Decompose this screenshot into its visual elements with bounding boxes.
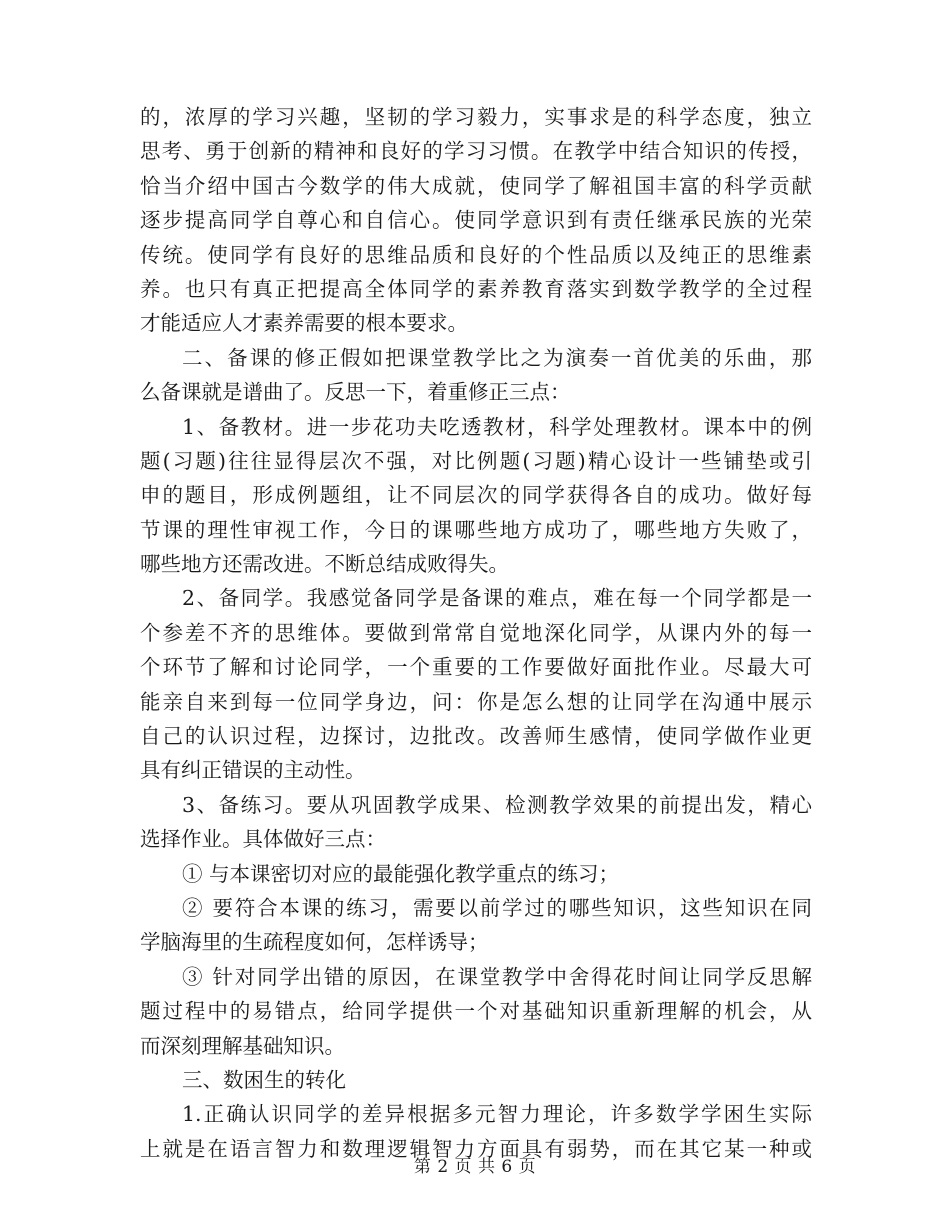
text-line: 具有纠正错误的主动性。: [140, 758, 366, 783]
body-text: [140, 100, 812, 1166]
text-line: 才能适应人才素养需要的根本要求。: [140, 311, 468, 336]
text-line: ③ 针对同学出错的原因，在课堂教学中舍得花时间让同学反思解: [182, 964, 812, 989]
text-line: 的，浓厚的学习兴趣，坚韧的学习毅力，实事求是的科学态度，独立: [140, 105, 812, 129]
text-line: 节课的理性审视工作，今日的课哪些地方成功了，哪些地方失败了，: [140, 517, 812, 542]
page-footer: 第 2 页 共 6 页: [413, 1157, 537, 1177]
text-line: 思考、勇于创新的精神和良好的学习习惯。在教学中结合知识的传授，: [140, 139, 812, 164]
text-line: 1.正确认识同学的差异根据多元智力理论，许多数学学困生实际: [182, 1102, 812, 1127]
text-line: 而深刻理解基础知识。: [140, 1033, 345, 1058]
text-line: ① 与本课密切对应的最能强化教学重点的练习；: [182, 861, 620, 886]
text-line: 三、数困生的转化: [182, 1067, 346, 1092]
text-line: 2、备同学。我感觉备同学是备课的难点，难在每一个同学都是一: [182, 586, 812, 611]
text-line: 恰当介绍中国古今数学的伟大成就，使同学了解祖国丰富的科学贡献: [140, 173, 812, 198]
text-line: 能亲自来到每一位同学身边，问：你是怎么想的让同学在沟通中展示: [140, 689, 812, 714]
text-line: 逐步提高同学自尊心和自信心。使同学意识到有责任继承民族的光荣: [140, 208, 812, 233]
text-line: 养。也只有真正把提高全体同学的素养教育落实到数学教学的全过程: [140, 276, 812, 301]
text-line: 申的题目，形成例题组，让不同层次的同学获得各自的成功。做好每: [140, 483, 812, 508]
text-line: 1、备教材。进一步花功夫吃透教材，科学处理教材。课本中的例: [182, 414, 812, 439]
text-line: 传统。使同学有良好的思维品质和良好的个性品质以及纯正的思维素: [140, 242, 812, 267]
text-line: 二、备课的修正假如把课堂教学比之为演奏一首优美的乐曲，那: [182, 345, 812, 370]
text-line: 题(习题)往往显得层次不强，对比例题(习题)精心设计一些铺垫或引: [140, 448, 812, 473]
text-line: ② 要符合本课的练习，需要以前学过的哪些知识，这些知识在同: [182, 895, 812, 920]
text-line: 题过程中的易错点，给同学提供一个对基础知识重新理解的机会，从: [140, 999, 812, 1024]
text-line: 哪些地方还需改进。不断总结成败得失。: [140, 552, 509, 577]
text-line: 个参差不齐的思维体。要做到常常自觉地深化同学，从课内外的每一: [140, 620, 812, 645]
text-line: 上就是在语言智力和数理逻辑智力方面具有弱势，而在其它某一种或: [140, 1136, 812, 1161]
text-line: 个环节了解和讨论同学，一个重要的工作要做好面批作业。尽最大可: [140, 655, 812, 680]
text-line: 么备课就是谱曲了。反思一下，着重修正三点：: [140, 380, 571, 405]
text-line: 选择作业。具体做好三点：: [140, 827, 386, 852]
text-line: 自己的认识过程，边探讨，边批改。改善师生感情，使同学做作业更: [140, 724, 812, 749]
text-line: 3、备练习。要从巩固教学成果、检测教学效果的前提出发，精心: [182, 792, 812, 817]
text-line: 学脑海里的生疏程度如何，怎样诱导；: [140, 930, 489, 955]
